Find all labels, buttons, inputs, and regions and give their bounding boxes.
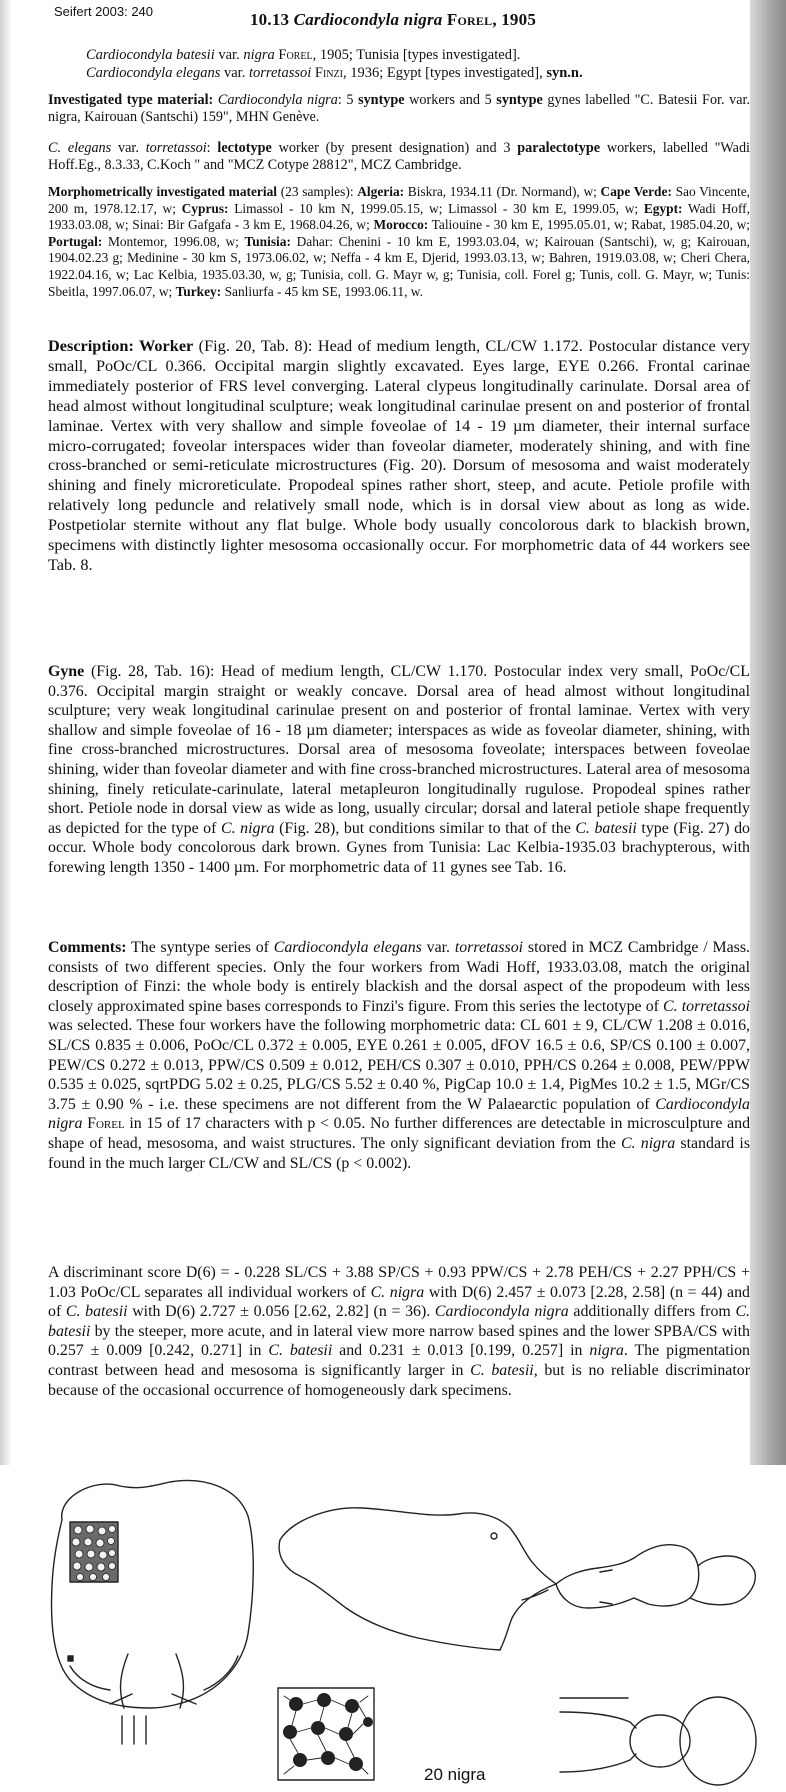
comments-heading: Comments: [48,939,127,956]
scan-shadow-edge [750,0,786,1465]
synonym-line: Cardiocondyla elegans var. torretassoi Finzi, 1936; Egypt [types investigated], syn.n. [86,65,583,81]
mesosoma-lateral-drawing [279,1508,755,1698]
scan-left-shadow [0,0,12,1465]
type-material-heading: Investigated type material: [48,92,214,108]
gyne-heading: Gyne [48,663,85,680]
synonymy-list [86,46,750,82]
species-name: Cardiocondyla nigra [293,10,443,29]
gyne-description-paragraph: Gyne (Fig. 28, Tab. 16): Head of medium length, CL/CW 1.170. Postocular index very small, PoOc/CL 0.376. Occipital margin straight or weakly concave. Dorsal area of head almost without longitudinal sculpture; very weak longitudinal carinulae present on and posterior of frontal laminae. Vertex with very shallow and simple foveolae of 16 - 18 µm diameter; interspaces as wide as foveolar diameter, shining, with fine cross-branched microstructures. Dorsal area of mesosoma foveolate; interspaces between foveolae shining, wider than foveolar diameter and with fine cross-branched microstructures. Lateral area of mesosoma shining, finely reticulate-carinulate, lateral metapleuron longitudinally rugulose. Propodeal spines rather short. Petiole node in dorsal view as wide as long, usually circular; dorsal and lateral petiole shape frequently as depicted for the type of C. nigra (Fig. 28), but conditions similar to that of the C. batesii type (Fig. 27) do occur. Whole body concolorous dark brown. Gynes from Tunisia: Lac Kelbia-1935.03 brachypterous, with forewing length 1350 - 1400 µm. For morphometric data of 11 gynes see Tab. 16. [48,663,750,876]
discriminant-paragraph: A discriminant score D(6) = - 0.228 SL/CS + 3.88 SP/CS + 0.93 PPW/CS + 2.78 PEH/CS + 2.27 PPH/CS + 1.03 PoOc/CL separates all individual workers of C. nigra with D(6) 2.457 ± 0.073 [2.28, 2.58] (n = 44) and of C. batesii with D(6) 2.727 ± 0.056 [2.62, 2.82] (n = 36). Cardiocondyla nigra additionally differs from C. batesii by the steeper, more acute, and in lateral view more narrow based spines and the lower SPBA/CS with 0.257 ± 0.009 [0.242, 0.271] in C. batesii and 0.231 ± 0.013 [0.199, 0.257] in nigra. The pigmentation contrast between head and mesosoma is significantly larger in C. batesii, but is no reliable discriminator because of the occasional occurrence of homogeneously dark specimens. [48,1264,751,1399]
figure-drawings [0,1466,786,1792]
head-sculpture-inset [70,1522,118,1582]
worker-description-paragraph: Description: Worker (Fig. 20, Tab. 8): Head of medium length, CL/CW 1.172. Postocular distance very small, PoOc/CL 0.366. Occipital margin slightly excavated. Eyes large, EYE 0.266. Frontal carinae immediately posterior of FRS level converging. Lateral clypeus longitudinally carinulate. Dorsal area of head almost without longitudinal sculpture; weak longitudinal carinulae present on and posterior of frontal laminae. Vertex with very shallow and simple foveolae of 14 - 19 µm diameter, their internal surface micro-corrugated; foveolar interspaces wider than foveolar diameter, moderately shining, and with fine cross-branched or semi-reticulate microstructures (Fig. 20). Dorsum of mesosoma and waist moderately shining and finely microreticulate. Propodeal spines rather short, steep, and acute. Petiole profile with relatively long peduncle and relatively small node, which is in dorsal view about as long as wide. Postpetiolar sternite without any flat bulge. Whole body usually concolorous dark to blackish brown, specimens with distinctly lighter mesosoma occasionally occur. For morphometric data of 44 workers see Tab. 8. [48,336,750,574]
figure-20-area [0,1466,786,1792]
description-heading: Description: Worker [48,336,194,355]
synonym-status: syn.n. [546,65,583,81]
section-title [0,10,786,30]
morphometric-material-paragraph: Morphometrically investigated material (23 samples): Algeria: Biskra, 1934.11 (Dr. Normand), w; Cape Verde: Sao Vincente, 200 m, 1978.12.17, w; Cyprus: Limassol - 10 km N, 1999.05.15, w; Limassol - 30 km E, 1999.05, w; Egypt: Wadi Hoff, 1933.03.08, w; Sinai: Bir Gafgafa - 3 km E, 1968.04.26, w; Morocco: Taliouine - 30 km E, 1995.05.01, w; Rabat, 1985.04.20, w; Portugal: Montemor, 1996.08, w; Tunisia: Dahar: Chenini - 10 km E, 1993.03.04, w; Kairouan (Santschi), w, g; Kairouan, 1904.02.23 g; Medinine - 30 km S, 1973.06.02, w; Neffa - 4 km E, Djerid, 1993.03.13, w; Bahren, 1919.03.08, w; Cheri Chera, 1922.04.16, w; Lac Kelbia, 1935.03.30, w, g; Tunisia, coll. G. Mayr w, g; Tunisia, coll. Forel g; Tunis, coll. G. Mayr, w; Tunis: Sbeitla, 1997.06.07, w; Turkey: Sanliurfa - 45 km SE, 1993.06.11, w. [48,184,751,299]
figure-caption: 20 nigra [424,1765,486,1784]
species-author: Forel [446,10,493,29]
synonym-line: Cardiocondyla batesii var. nigra Forel, 1905; Tunisia [types investigated]. [86,47,521,63]
head-dorsal-drawing [52,1480,254,1744]
lectotype-paragraph: C. elegans var. torretassoi: lectotype worker (by present designation) and 3 paralectotype workers, labelled "Wadi Hoff.Eg., 8.3.33, C.Koch " and "MCZ Cotype 28812", MCZ Cambridge. [48,140,750,173]
section-number: 10.13 [249,10,290,29]
comments-paragraph: Comments: The syntype series of Cardiocondyla elegans var. torretassoi stored in MCZ Cambridge / Mass. consists of two different species. Only the four workers from Wadi Hoff, 1933.03.08, match the original description of Finzi: the whole body is entirely blackish and the dorsal aspect of the propodeum with less closely approximated spine bases corresponds to Finzi's figure. From this series the lectotype of C. torretassoi was selected. These four workers have the following morphometric data: CL 601 ± 9, CL/CW 1.208 ± 0.016, SL/CS 0.835 ± 0.006, PoOc/CL 0.372 ± 0.005, EYE 0.261 ± 0.005, dFOV 16.5 ± 0.6, SP/CS 0.100 ± 0.007, PEW/CS 0.272 ± 0.013, PPW/CS 0.509 ± 0.012, PEH/CS 0.307 ± 0.010, PPH/CS 0.264 ± 0.008, PEW/PPW 0.535 ± 0.025, sqrtPDG 5.02 ± 0.25, PLG/CS 5.52 ± 0.40 %, PigCap 10.0 ± 1.4, PigMes 10.2 ± 1.5, MGr/CS 3.75 ± 0.90 % - i.e. these specimens are not different from the W Palaearctic population of Cardiocondyla nigra Forel in 15 of 17 characters with p < 0.05. No further differences are detectable in microsculpture and shape of head, mesosoma, and waist structures. The only significant deviation from the C. nigra standard is found in the much larger CL/CW and SL/CS (p < 0.002). [48,939,751,1172]
waist-dorsal-drawing [560,1697,756,1785]
type-material-paragraph: Investigated type material: Cardiocondyla nigra: 5 syntype workers and 5 syntype gynes labelled "C. Batesii For. var. nigra, Kairouan (Santschi) 159", MHN Genève. [48,92,751,125]
microsculpture-inset [278,1688,374,1780]
species-year: , 1905 [492,10,537,29]
morphometric-heading: Morphometrically investigated material [48,184,278,199]
running-header: Seifert 2003: 240 [54,4,154,19]
